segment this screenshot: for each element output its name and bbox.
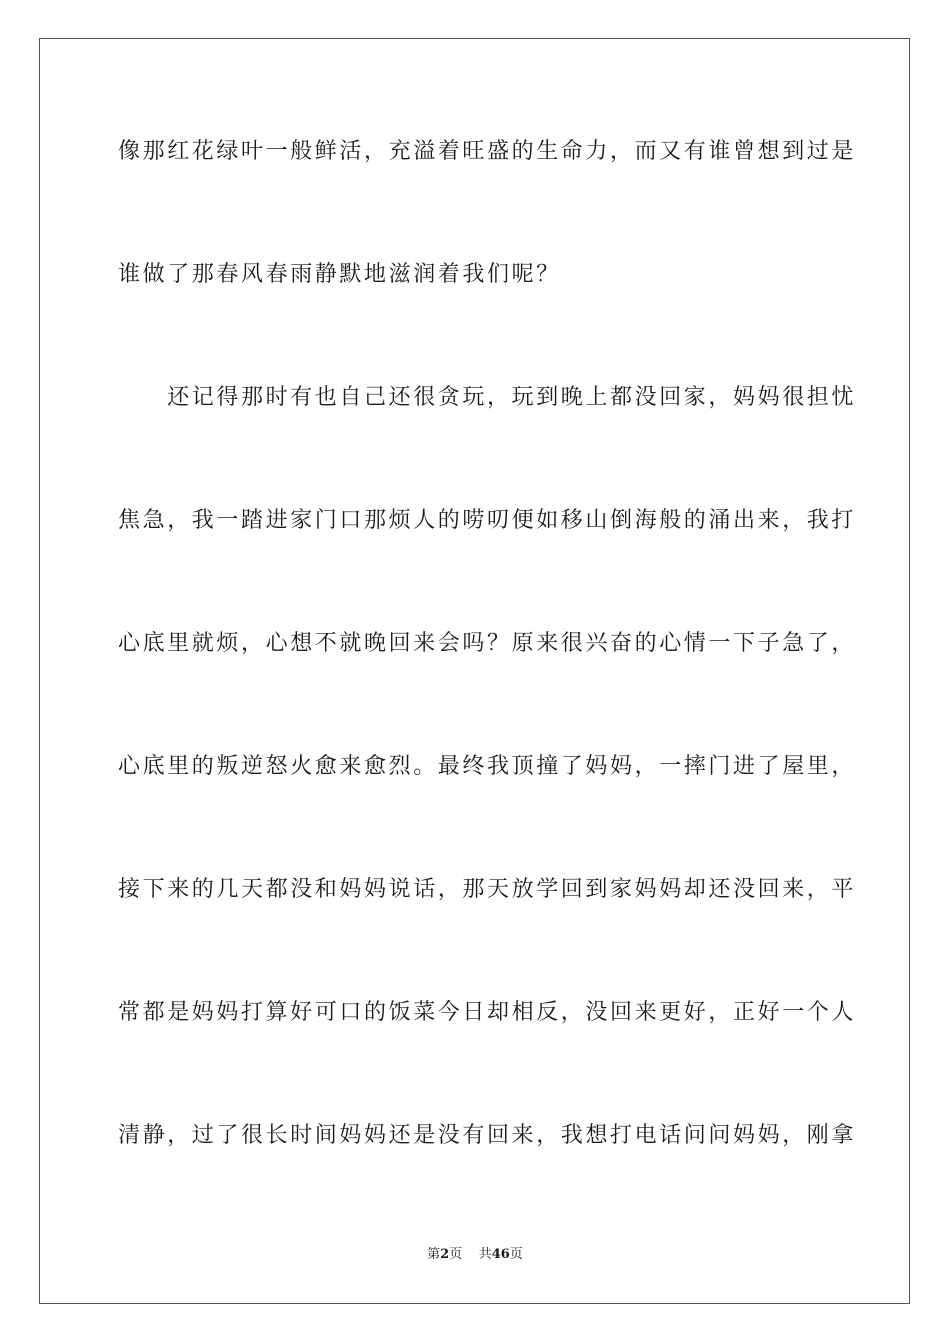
body-line-3: 还记得那时有也自己还很贪玩，玩到晚上都没回家，妈妈很担忧 (118, 385, 857, 410)
current-page-number: 2 (440, 1247, 450, 1262)
body-line-5: 心底里就烦，心想不就晚回来会吗？原来很兴奋的心情一下子急了， (118, 631, 857, 656)
page-prefix: 第 (427, 1247, 441, 1262)
page-number-label (427, 1247, 462, 1262)
body-line-1: 像那红花绿叶一般鲜活，充溢着旺盛的生命力，而又有谁曾想到过是 (118, 139, 857, 164)
page-border (39, 38, 910, 1304)
body-line-4: 焦急，我一踏进家门口那烦人的唠叨便如移山倒海般的涌出来，我打 (118, 508, 857, 533)
body-line-8: 常都是妈妈打算好可口的饭菜今日却相反，没回来更好，正好一个人 (118, 1000, 857, 1025)
body-line-6: 心底里的叛逆怒火愈来愈烈。最终我顶撞了妈妈，一摔门进了屋里， (118, 754, 857, 779)
body-line-9: 清静，过了很长时间妈妈还是没有回来，我想打电话问问妈妈，刚拿 (118, 1123, 857, 1148)
total-prefix: 共 (478, 1247, 492, 1262)
page-suffix: 页 (449, 1247, 463, 1262)
body-line-2: 谁做了那春风春雨静默地滋润着我们呢？ (118, 262, 561, 287)
page-footer (0, 1246, 950, 1264)
body-line-7: 接下来的几天都没和妈妈说话，那天放学回到家妈妈却还没回来，平 (118, 877, 857, 902)
total-suffix: 页 (509, 1247, 523, 1262)
total-pages-label (479, 1247, 523, 1262)
total-page-count: 46 (491, 1247, 510, 1262)
